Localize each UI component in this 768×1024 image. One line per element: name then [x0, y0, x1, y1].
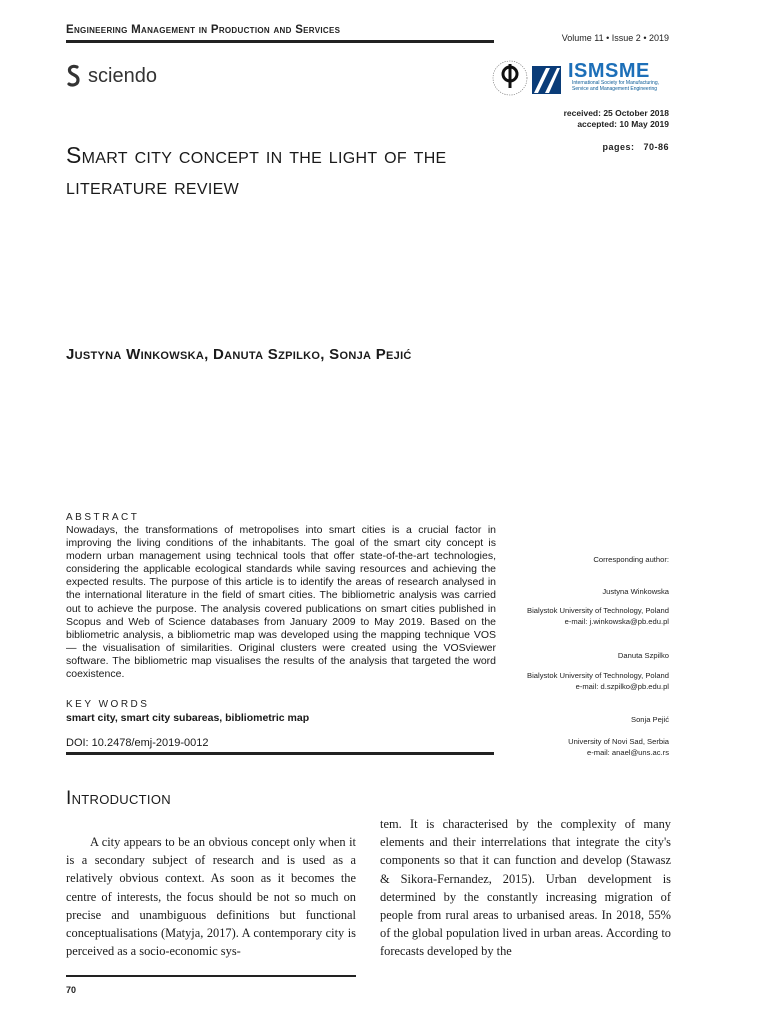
corresponding-author-details [568, 736, 669, 758]
abstract-bottom-rule [66, 752, 494, 755]
corresponding-author-details [527, 670, 669, 692]
journal-name: Engineering Management in Production and Services [66, 24, 341, 36]
received-date: received: 25 October 2018 [563, 108, 669, 118]
doi-link[interactable]: DOI: 10.2478/emj-2019-0012 [66, 737, 209, 749]
abstract-heading: ABSTRACT [66, 512, 140, 523]
corresponding-author-name: Justyna Winkowska [602, 587, 669, 596]
keywords-heading: KEY WORDS [66, 699, 150, 710]
society-acronym: ISMSME [568, 60, 650, 82]
ismsme-emblem-icon [532, 66, 561, 94]
author-email[interactable]: e-mail: d.szpilko@pb.edu.pl [575, 682, 669, 691]
page-number: 70 [66, 985, 77, 995]
author-email[interactable]: e-mail: j.winkowska@pb.edu.pl [564, 617, 669, 626]
author-affiliation: University of Novi Sad, Serbia [568, 737, 669, 746]
body-text-left-column: A city appears to be an obvious concept only when it is a secondary subject of research and is used as a relatively obvious context. As soon as it becomes the centre of interests, the focus should be not so much on precise and unambiguous definitions but functional conceptualisations (Matyja, 2017). A contemporary city is perceived as a socio-economic sys- [66, 835, 356, 959]
accepted-date: accepted: 10 May 2019 [577, 119, 669, 129]
publisher-name: sciendo [88, 64, 157, 87]
article-title: Smart city concept in the light of the literature review [66, 142, 447, 199]
corresponding-author-heading: Corresponding author: [593, 555, 669, 564]
article-dates [564, 108, 669, 130]
author-email[interactable]: e-mail: anael@uns.ac.rs [587, 748, 669, 757]
corresponding-author-name: Sonja Pejić [631, 715, 669, 724]
author-list: Justyna Winkowska, Danuta Szpilko, Sonja Pejić [66, 346, 412, 363]
corresponding-author-details [527, 605, 669, 627]
keywords-text: smart city, smart city subareas, bibliometric map [66, 712, 310, 724]
university-seal-icon [493, 61, 527, 95]
author-affiliation: Bialystok University of Technology, Poland [527, 671, 669, 680]
sciendo-logo-icon [66, 64, 82, 88]
society-name: International Society for Manufacturing, Service and Management Engineering [572, 80, 659, 92]
section-heading-introduction: Introduction [66, 788, 171, 809]
header-rule [66, 40, 494, 43]
body-text-right-column: tem. It is characterised by the complexity of many elements and their interrelations that integrate the city's components so that it can function and develop (Stawasz & Sikora-Fernandez, 2015). Urban development is determined by the constantly increasing migration of people from rural areas to urbanised areas. In 2018, 55% of the global population lived in urban areas. According to forecasts developed by the [380, 817, 671, 959]
author-affiliation: Bialystok University of Technology, Poland [527, 606, 669, 615]
page-range: pages: 70-86 [602, 142, 669, 152]
volume-issue: Volume 11 • Issue 2 • 2019 [561, 33, 669, 43]
corresponding-author-name: Danuta Szpilko [617, 651, 669, 660]
footer-rule [66, 975, 356, 977]
abstract-text: Nowadays, the transformations of metropolises into smart cities is a crucial factor in improving the living conditions of the inhabitants. The goal of the smart city concept is modern urban management using technical tools that offer state-of-the-art technologies, considering the applicable ecological standards while saving resources and achieving the expected results. The purpose of this article is to identify the areas of research analysed in the international literature in the field of smart cities. The bibliometric analysis was carried out to achieve the purpose. The analysis covered publications on smart cities published in Scopus and Web of Science databases from January 2009 to May 2019. Based on the bibliometric analysis, a bibliometric map was developed using the mapping technique VOS — the visualisation of similarities. Original clusters were created using the VOSviewer software. The bibliometric map visualises the results of the analysis that targeted the word coexistence. [66, 524, 496, 681]
publisher-brand [66, 64, 157, 88]
